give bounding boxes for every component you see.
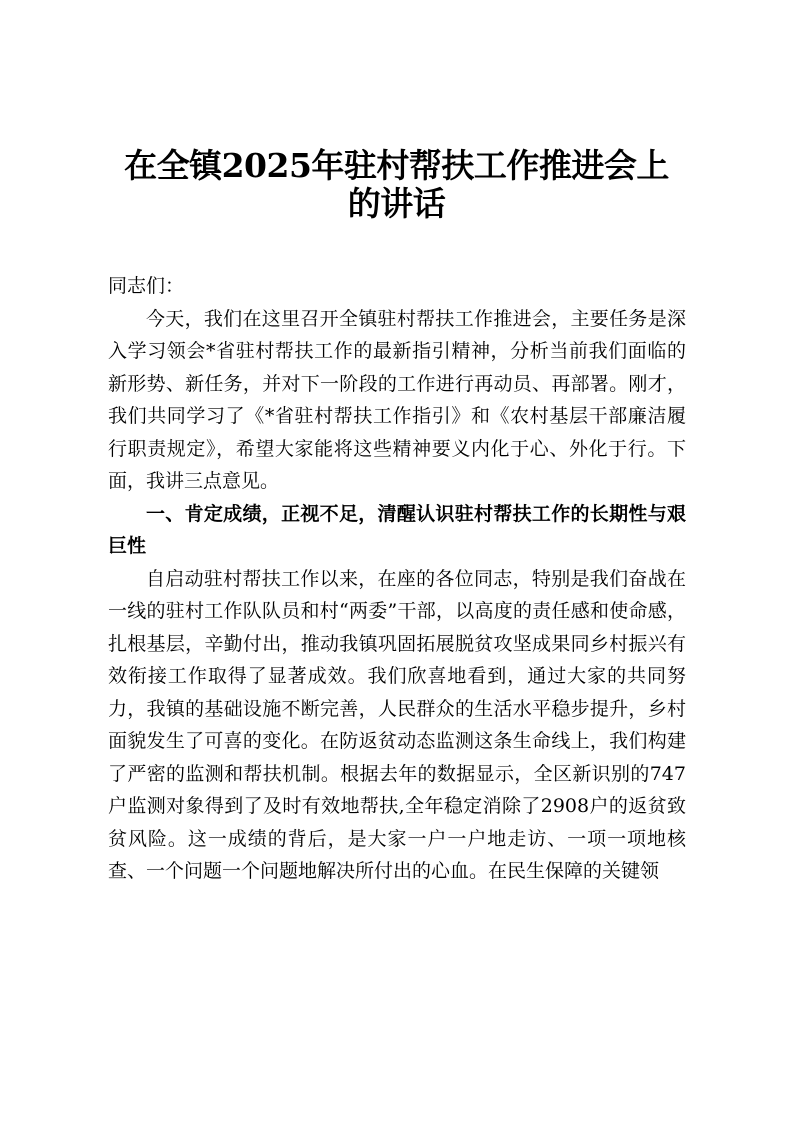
document-title <box>100 147 693 223</box>
title-line-1: 在全镇2025年驻村帮扶工作推进会上 <box>124 146 669 185</box>
intro-paragraph: 今天，我们在这里召开全镇驻村帮扶工作推进会，主要任务是深入学习领会*省驻村帮扶工作的最新指引精神，分析当前我们面临的新形势、新任务，并对下一阶段的工作进行再动员、再部署。刚才，我们共同学习了《*省驻村帮扶工作指引》和《农村基层干部廉洁履行职责规定》，希望大家能将这些精神要义内化于心、外化于行。下面，我讲三点意见。 <box>108 307 686 492</box>
section-heading-1: 一、肯定成绩，正视不足，清醒认识驻村帮扶工作的长期性与艰巨性 <box>108 502 686 557</box>
title-line-2: 的讲话 <box>347 184 446 223</box>
document-body <box>108 270 686 888</box>
section-1-paragraph: 自启动驻村帮扶工作以来，在座的各位同志，特别是我们奋战在一线的驻村工作队队员和村“两委”干部，以高度的责任感和使命感，扎根基层，辛勤付出，推动我镇巩固拓展脱贫攻坚成果同乡村振兴有效衔接工作取得了显著成效。我们欣喜地看到，通过大家的共同努力，我镇的基础设施不断完善，人民群众的生活水平稳步提升，乡村面貌发生了可喜的变化。在防返贫动态监测这条生命线上，我们构建了严密的监测和帮扶机制。根据去年的数据显示，全区新识别的747户监测对象得到了及时有效地帮扶,全年稳定消除了2908户的返贫致贫风险。这一成绩的背后，是大家一户一户地走访、一项一项地核查、一个问题一个问题地解决所付出的心血。在民生保障的关键领 <box>108 567 686 882</box>
salutation: 同志们： <box>108 275 185 297</box>
